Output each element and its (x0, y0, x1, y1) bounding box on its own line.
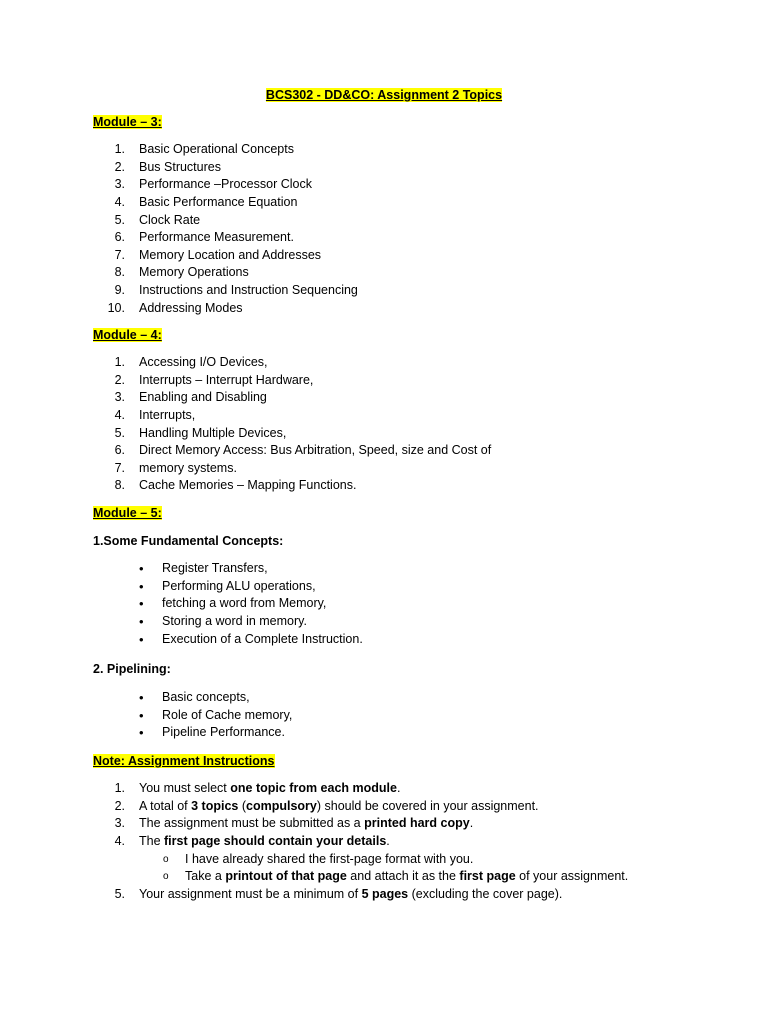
note-heading: Note: Assignment Instructions (93, 754, 275, 768)
list-number: 1. (114, 781, 125, 795)
text-run: I have already shared the first-page format with you. (185, 851, 474, 866)
list-item-text: Enabling and Disabling (139, 390, 267, 405)
list-number: 1. (114, 355, 125, 369)
bullet-item-text: Basic concepts, (162, 690, 250, 704)
list-number: 1. (114, 142, 125, 156)
bullet-icon: • (139, 707, 144, 723)
module-5-heading: Module – 5: (93, 506, 162, 520)
bullet-item-text: Execution of a Complete Instruction. (162, 631, 363, 646)
instruction-text (139, 798, 539, 816)
bullet-item-text: Role of Cache memory, (162, 707, 293, 722)
list-item-text: Clock Rate (139, 212, 201, 227)
circle-bullet-icon: o (163, 871, 169, 883)
list-item-text: Interrupts – Interrupt Hardware, (139, 372, 314, 387)
bold-text: compulsory (246, 798, 317, 813)
list-number: 7. (114, 247, 125, 262)
list-number: 3. (114, 816, 125, 831)
list-number: 2. (114, 159, 125, 174)
module-4-heading-wrap (93, 328, 162, 342)
module-3-heading-wrap (93, 115, 162, 129)
bold-text: first page (459, 869, 516, 884)
list-number: 8. (114, 265, 125, 280)
list-item-text: Instructions and Instruction Sequencing (139, 283, 358, 298)
text-run: and attach it as the (346, 869, 460, 884)
list-number: 4. (114, 833, 125, 848)
text-run: A total of (139, 798, 192, 813)
instruction-text (139, 815, 473, 833)
instruction-subitem-text (185, 851, 473, 869)
list-number: 3. (114, 390, 125, 405)
text-run: of your assignment. (515, 869, 629, 884)
list-item-text: memory systems. (139, 460, 237, 475)
list-number: 5. (114, 425, 125, 440)
bold-text: 5 pages (361, 886, 409, 901)
text-run: The (139, 833, 165, 848)
list-number: 6. (114, 230, 125, 245)
text-run: The assignment must be submitted as a (139, 816, 365, 831)
list-number: 7. (114, 460, 125, 475)
text-run: . (396, 781, 401, 795)
list-item-text: Performance –Processor Clock (139, 177, 312, 192)
list-item-text: Basic Operational Concepts (139, 142, 294, 156)
list-item-text: Basic Performance Equation (139, 194, 298, 209)
bold-text: one topic from each module (230, 781, 397, 795)
text-run: (excluding the cover page). (408, 886, 563, 901)
module-4-heading: Module – 4: (93, 328, 162, 342)
list-item-text: Interrupts, (139, 407, 196, 422)
list-item-text: Addressing Modes (139, 300, 243, 315)
list-item-text: Accessing I/O Devices, (139, 355, 268, 369)
list-number: 6. (114, 443, 125, 458)
bullet-icon: • (139, 613, 144, 629)
bold-text: 3 topics (191, 798, 239, 813)
module-3-heading: Module – 3: (93, 115, 162, 129)
bullet-icon: • (139, 690, 144, 705)
module-5-section-2-heading: 2. Pipelining: (93, 662, 171, 676)
note-heading-wrap (93, 754, 275, 768)
bullet-icon: • (139, 578, 144, 594)
list-number: 4. (114, 407, 125, 422)
text-run: . (386, 833, 390, 848)
text-run: . (469, 816, 474, 831)
bullet-item-text: Performing ALU operations, (162, 578, 316, 593)
list-item-text: Bus Structures (139, 159, 221, 174)
list-number: 2. (114, 798, 125, 813)
text-run: Take a (185, 869, 226, 884)
list-item-text: Cache Memories – Mapping Functions. (139, 478, 357, 493)
text-run: ) should be covered in your assignment. (316, 798, 539, 813)
list-number: 10. (107, 300, 125, 315)
instruction-text (139, 886, 562, 904)
instruction-text (139, 833, 390, 851)
list-number: 4. (114, 194, 125, 209)
document-title: BCS302 - DD&CO: Assignment 2 Topics (265, 88, 503, 102)
bold-text: printout of that page (225, 869, 347, 884)
list-item-text: Memory Location and Addresses (139, 247, 322, 262)
list-item-text: Handling Multiple Devices, (139, 425, 287, 440)
bullet-icon: • (139, 596, 144, 612)
instruction-text (139, 780, 400, 798)
circle-bullet-icon: o (163, 853, 169, 865)
text-run: Your assignment must be a minimum of (139, 886, 362, 901)
list-number: 9. (114, 283, 125, 298)
module-5-heading-wrap (93, 506, 162, 520)
list-item-text: Memory Operations (139, 265, 249, 280)
bold-text: printed hard copy (364, 816, 470, 831)
document-title-wrap (0, 88, 768, 102)
text-run: You must select (139, 781, 231, 795)
bullet-item-text: Storing a word in memory. (162, 613, 307, 628)
list-number: 5. (114, 886, 125, 901)
text-run: ( (238, 798, 247, 813)
bullet-icon: • (139, 561, 144, 576)
module-5-section-1-heading: 1.Some Fundamental Concepts: (93, 534, 284, 548)
list-number: 3. (114, 177, 125, 192)
bullet-icon: • (139, 725, 144, 741)
bullet-item-text: Pipeline Performance. (162, 725, 285, 740)
list-item-text: Direct Memory Access: Bus Arbitration, Speed, size and Cost of (139, 443, 492, 458)
bullet-item-text: fetching a word from Memory, (162, 596, 327, 611)
list-number: 5. (114, 212, 125, 227)
list-number: 8. (114, 478, 125, 493)
bullet-icon: • (139, 631, 144, 647)
bold-text: first page should contain your details (164, 833, 387, 848)
instruction-subitem-text (185, 868, 628, 886)
list-number: 2. (114, 372, 125, 387)
bullet-item-text: Register Transfers, (162, 561, 268, 575)
list-item-text: Performance Measurement. (139, 230, 294, 245)
